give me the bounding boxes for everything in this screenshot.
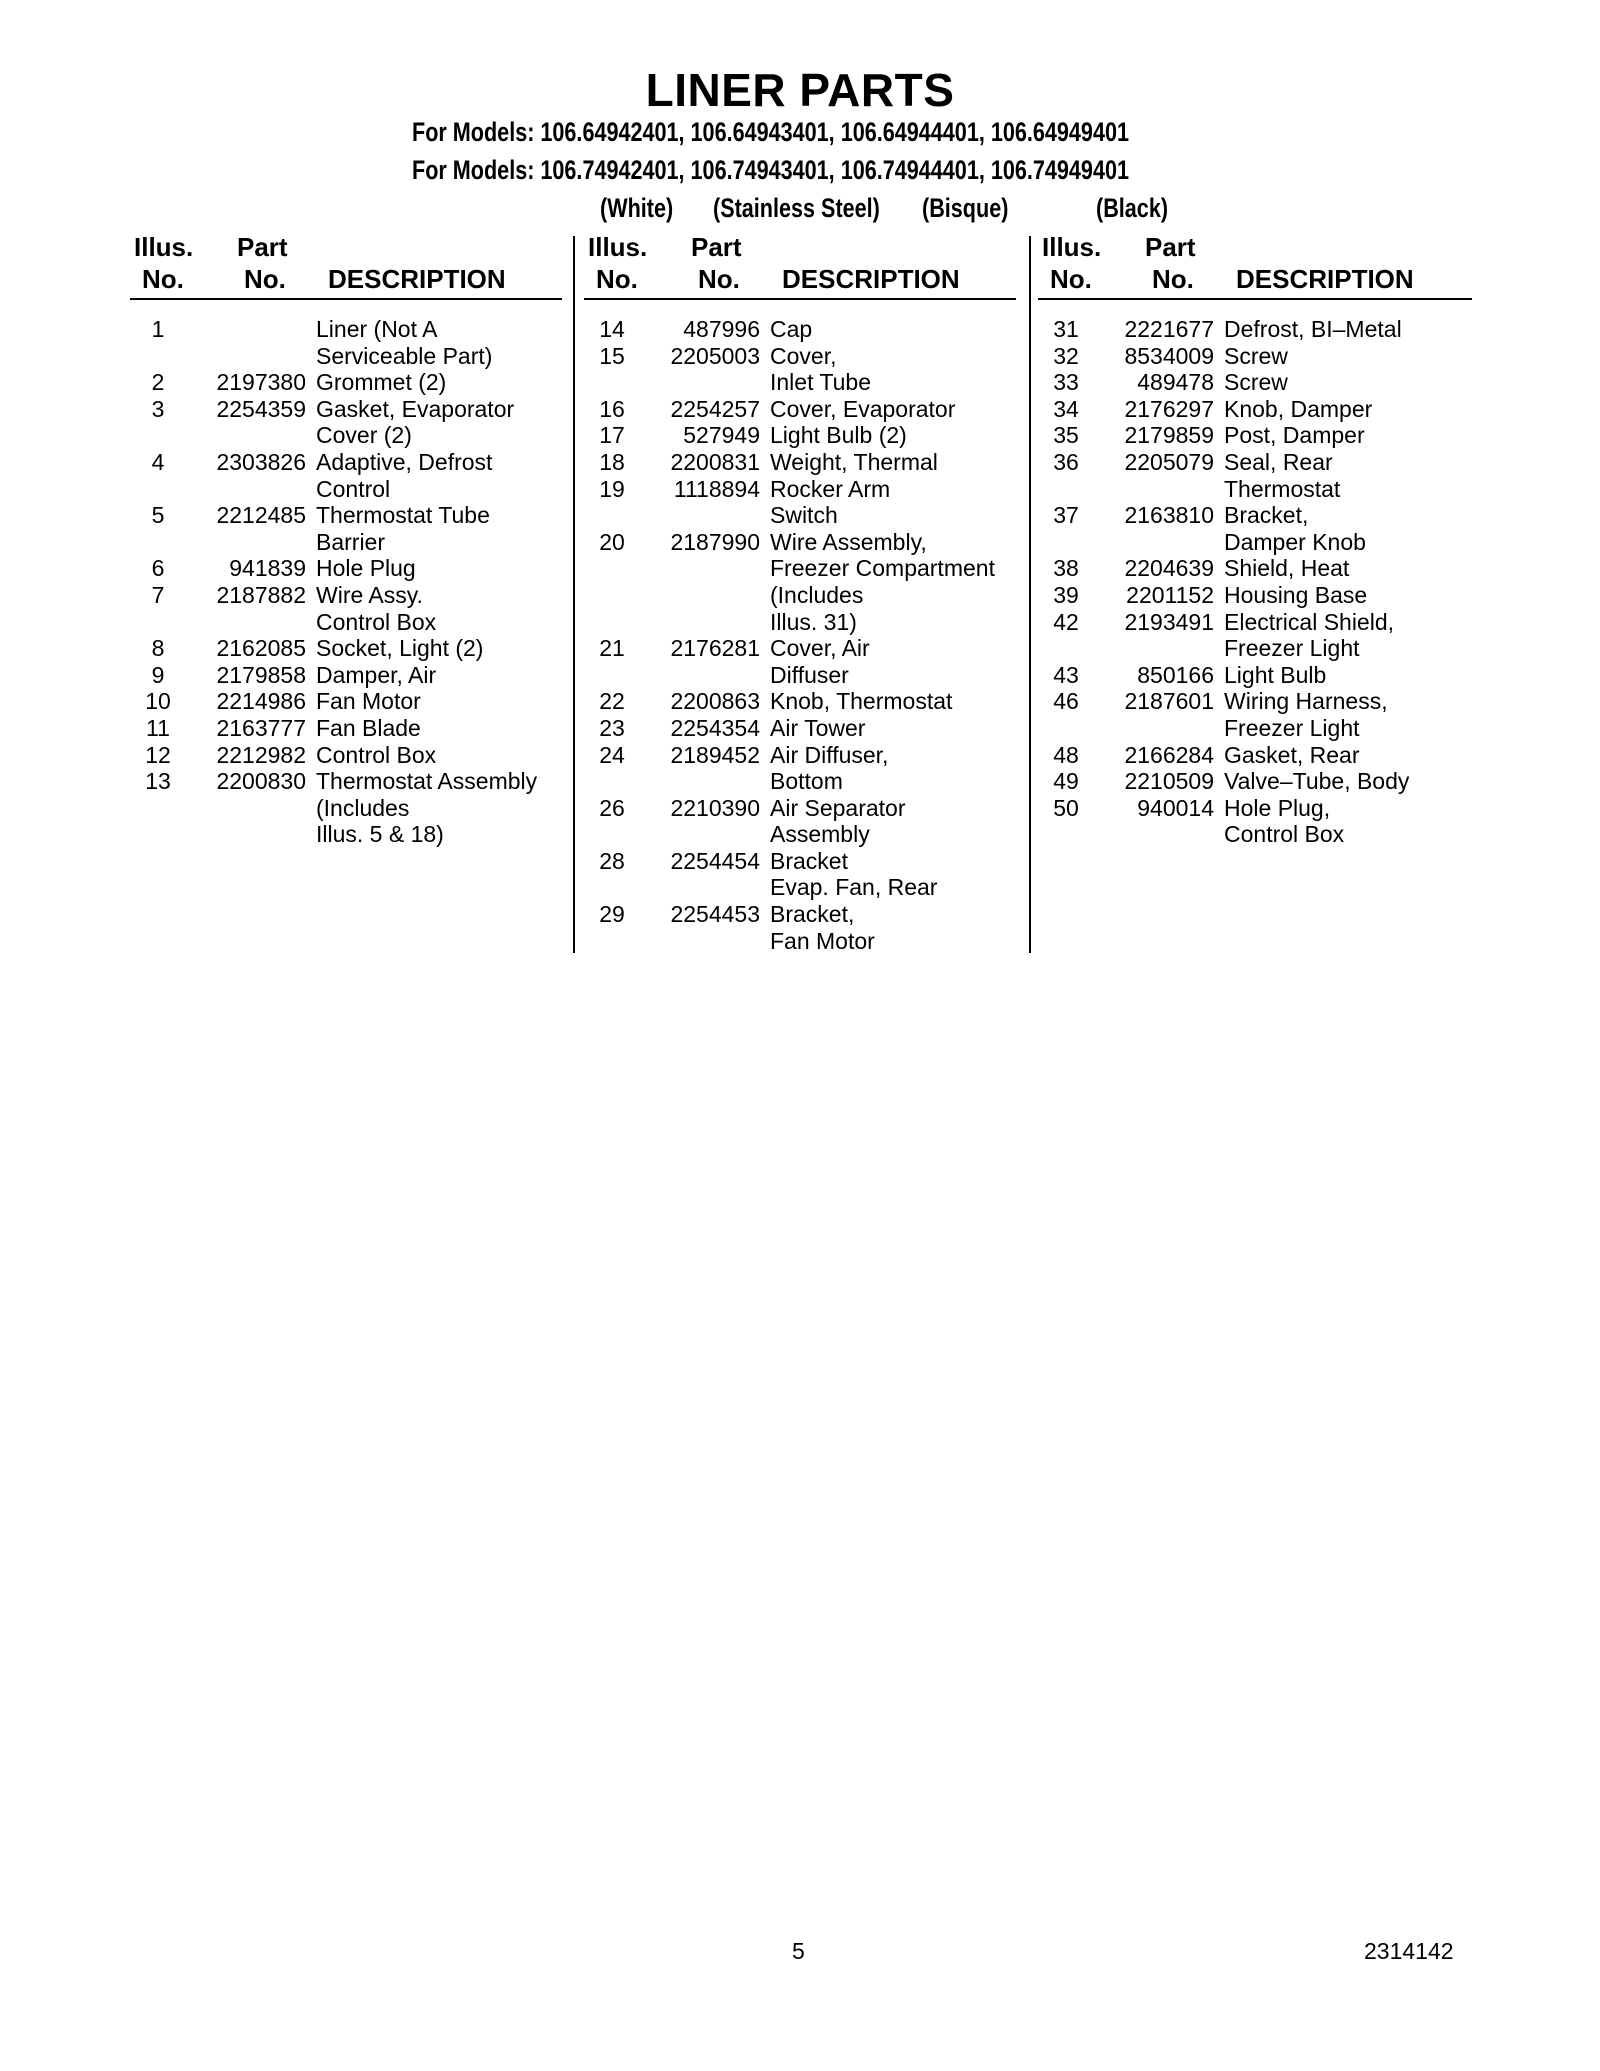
header-illus-no: No. bbox=[1050, 264, 1092, 294]
part-description bbox=[316, 582, 537, 635]
description-line: Knob, Damper bbox=[1224, 395, 1373, 422]
part-number: 487996 bbox=[683, 316, 760, 342]
header-part: Part bbox=[691, 232, 742, 262]
table-row bbox=[130, 635, 484, 662]
illus-number: 16 bbox=[599, 395, 625, 422]
header-part-no: No. bbox=[698, 264, 740, 294]
parts-list bbox=[1038, 316, 1410, 848]
part-number: 2254354 bbox=[670, 714, 760, 741]
part-number: 2221677 bbox=[1124, 316, 1214, 342]
description-line: Wire Assy. bbox=[316, 581, 423, 608]
parts-list bbox=[130, 316, 538, 848]
table-row bbox=[1038, 395, 1373, 423]
finish-white: (White) bbox=[600, 193, 674, 223]
description-line: Barrier bbox=[316, 528, 386, 555]
part-description bbox=[770, 715, 995, 742]
part-description bbox=[770, 396, 995, 423]
part-description bbox=[770, 848, 995, 901]
illus-number: 4 bbox=[151, 448, 165, 475]
part-number: 2162085 bbox=[216, 635, 306, 662]
models-line-1: For Models: 106.64942401, 106.64943401, 106.64944401, 106.64949401 bbox=[412, 117, 1129, 147]
illus-number: 24 bbox=[599, 741, 625, 768]
part-number: 2187990 bbox=[670, 528, 760, 555]
part-description bbox=[316, 369, 537, 396]
description-line: Wiring Harness, bbox=[1224, 688, 1388, 715]
description-line: Bracket, bbox=[1224, 502, 1309, 529]
description-line: Freezer Compartment bbox=[770, 555, 995, 582]
description-line: Hole Plug bbox=[316, 555, 416, 582]
description-line: Fan Blade bbox=[316, 714, 421, 741]
description-line: Screw bbox=[1224, 369, 1288, 396]
description-line: (Includes bbox=[770, 581, 864, 608]
description-line: Hole Plug, bbox=[1224, 794, 1331, 821]
description-line: Illus. 31) bbox=[770, 608, 857, 635]
part-description bbox=[316, 502, 537, 555]
table-row bbox=[584, 528, 995, 635]
part-number: 8534009 bbox=[1124, 342, 1214, 369]
illus-number: 32 bbox=[1053, 342, 1079, 369]
finish-stainless-steel: (Stainless Steel) bbox=[713, 193, 880, 223]
description-line: Wire Assembly, bbox=[770, 528, 927, 555]
table-row bbox=[1038, 502, 1366, 555]
table-row bbox=[584, 741, 889, 795]
part-description bbox=[1224, 795, 1409, 848]
description-line: Evap. Fan, Rear bbox=[770, 874, 938, 901]
part-number: 2179859 bbox=[1124, 422, 1214, 449]
part-number: 527949 bbox=[683, 422, 760, 449]
table-row bbox=[1038, 581, 1368, 609]
part-description bbox=[1224, 555, 1409, 582]
header-part: Part bbox=[237, 232, 288, 262]
part-number: 2163777 bbox=[216, 714, 306, 741]
table-row bbox=[130, 369, 447, 396]
table-row bbox=[130, 688, 421, 715]
part-description bbox=[316, 449, 537, 502]
description-line: Thermostat Assembly bbox=[316, 768, 538, 795]
table-row bbox=[130, 555, 416, 582]
part-description bbox=[770, 343, 995, 396]
illus-number: 20 bbox=[599, 528, 625, 555]
part-description bbox=[316, 688, 537, 715]
parts-list bbox=[584, 316, 995, 954]
description-line: Cover, Evaporator bbox=[770, 395, 956, 422]
part-description bbox=[316, 396, 537, 449]
table-row bbox=[130, 448, 493, 502]
table-row bbox=[1038, 768, 1410, 795]
description-line: Cap bbox=[770, 316, 813, 342]
description-line: Gasket, Evaporator bbox=[316, 395, 515, 422]
table-row bbox=[584, 475, 891, 529]
page-title: LINER PARTS bbox=[645, 64, 955, 116]
description-line: Control Box bbox=[1224, 821, 1345, 848]
part-description bbox=[316, 635, 537, 662]
description-line: Illus. 5 & 18) bbox=[316, 821, 444, 848]
table-row bbox=[1038, 422, 1365, 449]
table-row bbox=[584, 714, 866, 742]
table-row bbox=[1038, 688, 1388, 741]
finish-bisque: (Bisque) bbox=[922, 193, 1009, 223]
description-line: Serviceable Part) bbox=[316, 342, 493, 369]
part-description bbox=[316, 742, 537, 769]
table-row bbox=[130, 502, 490, 555]
description-line: Light Bulb bbox=[1224, 661, 1327, 688]
header-description: DESCRIPTION bbox=[782, 264, 960, 294]
part-description bbox=[770, 688, 995, 715]
description-line: Weight, Thermal bbox=[770, 448, 938, 475]
table-row bbox=[130, 741, 437, 769]
illus-number: 7 bbox=[151, 581, 165, 608]
illus-number: 22 bbox=[599, 688, 625, 715]
models-line-2: For Models: 106.74942401, 106.74943401, 106.74944401, 106.74949401 bbox=[412, 155, 1129, 185]
part-number: 2254454 bbox=[670, 847, 760, 874]
illus-number: 2 bbox=[151, 369, 165, 396]
description-line: Damper, Air bbox=[316, 661, 437, 688]
description-line: Control Box bbox=[316, 608, 437, 635]
header-rule bbox=[584, 298, 1016, 300]
part-description bbox=[1224, 316, 1409, 343]
table-row bbox=[584, 847, 938, 901]
illus-number: 10 bbox=[145, 688, 171, 715]
header-illus-no: No. bbox=[142, 264, 184, 294]
illus-number: 39 bbox=[1053, 581, 1079, 608]
illus-number: 11 bbox=[146, 714, 170, 741]
description-line: Knob, Thermostat bbox=[770, 688, 953, 715]
header-illus-no: No. bbox=[596, 264, 638, 294]
description-line: Diffuser bbox=[770, 661, 849, 688]
part-number: 2212982 bbox=[216, 741, 306, 768]
description-line: Freezer Light bbox=[1224, 635, 1360, 662]
description-line: Light Bulb (2) bbox=[770, 422, 907, 449]
illus-number: 5 bbox=[151, 502, 165, 529]
part-description bbox=[1224, 609, 1409, 662]
part-number: 2210509 bbox=[1124, 768, 1214, 795]
part-description bbox=[316, 662, 537, 689]
illus-number: 49 bbox=[1053, 768, 1079, 795]
header-rule bbox=[1038, 298, 1472, 300]
part-number: 2205079 bbox=[1124, 448, 1214, 475]
illus-number: 48 bbox=[1053, 741, 1079, 768]
illus-number: 26 bbox=[599, 794, 625, 821]
part-description bbox=[1224, 422, 1409, 449]
illus-number: 14 bbox=[599, 316, 625, 342]
header-rule bbox=[130, 298, 562, 300]
table-row bbox=[1038, 794, 1345, 848]
description-line: Fan Motor bbox=[316, 688, 421, 715]
table-row bbox=[584, 448, 938, 476]
description-line: Seal, Rear bbox=[1224, 448, 1333, 475]
description-line: Electrical Shield, bbox=[1224, 608, 1395, 635]
part-number: 2189452 bbox=[670, 741, 760, 768]
description-line: Gasket, Rear bbox=[1224, 741, 1360, 768]
part-number: 2176297 bbox=[1124, 395, 1214, 422]
description-line: Screw bbox=[1224, 342, 1288, 369]
table-row bbox=[584, 395, 956, 423]
description-line: Bottom bbox=[770, 768, 843, 795]
description-line: Thermostat Tube bbox=[316, 502, 490, 529]
part-number: 2179858 bbox=[216, 661, 306, 688]
part-description bbox=[770, 742, 995, 795]
description-line: Thermostat bbox=[1224, 475, 1341, 502]
part-number: 2193491 bbox=[1124, 608, 1214, 635]
illus-number: 36 bbox=[1053, 448, 1079, 475]
description-line: Defrost, BI–Metal bbox=[1224, 316, 1402, 342]
table-row bbox=[130, 581, 437, 635]
part-number: 2200830 bbox=[216, 768, 306, 795]
part-description bbox=[1224, 742, 1409, 769]
header-illus: Illus. bbox=[588, 232, 648, 262]
part-number: 2205003 bbox=[670, 342, 760, 369]
table-row bbox=[584, 422, 907, 449]
table-row bbox=[1038, 316, 1402, 343]
description-line: Shield, Heat bbox=[1224, 555, 1350, 582]
header-part-no: No. bbox=[1152, 264, 1194, 294]
illus-number: 12 bbox=[145, 741, 171, 768]
illus-number: 8 bbox=[151, 635, 165, 662]
part-description bbox=[1224, 662, 1409, 689]
part-number: 2210390 bbox=[670, 794, 760, 821]
part-description bbox=[770, 476, 995, 529]
table-row bbox=[130, 395, 515, 449]
column-divider bbox=[1029, 236, 1031, 953]
description-line: Fan Motor bbox=[770, 927, 875, 954]
table-row bbox=[1038, 448, 1341, 502]
part-description bbox=[316, 768, 537, 848]
part-number: 2200831 bbox=[670, 448, 760, 475]
part-description bbox=[1224, 396, 1409, 423]
part-description bbox=[770, 529, 995, 635]
description-line: Freezer Light bbox=[1224, 714, 1360, 741]
part-number: 1118894 bbox=[673, 475, 760, 502]
table-row bbox=[584, 688, 953, 715]
description-line: Air Tower bbox=[770, 714, 866, 741]
part-number: 2212485 bbox=[216, 502, 306, 529]
illus-number: 28 bbox=[599, 847, 625, 874]
part-number: 941839 bbox=[229, 555, 306, 582]
header-part: Part bbox=[1145, 232, 1196, 262]
part-number: 2254453 bbox=[670, 901, 760, 928]
description-line: Rocker Arm bbox=[770, 475, 891, 502]
part-number: 489478 bbox=[1137, 369, 1214, 396]
illus-number: 1 bbox=[151, 316, 165, 342]
illus-number: 17 bbox=[599, 422, 625, 449]
part-description bbox=[316, 555, 537, 582]
part-description bbox=[770, 901, 995, 954]
part-description bbox=[1224, 449, 1409, 502]
part-description bbox=[1224, 768, 1409, 795]
table-row bbox=[584, 635, 870, 688]
description-line: Switch bbox=[770, 502, 838, 529]
illus-number: 50 bbox=[1053, 794, 1079, 821]
part-number: 2163810 bbox=[1124, 502, 1214, 529]
table-row bbox=[1038, 608, 1395, 662]
description-line: Cover (2) bbox=[316, 422, 412, 449]
table-row bbox=[1038, 369, 1288, 396]
table-row bbox=[1038, 342, 1288, 370]
part-description bbox=[770, 635, 995, 688]
description-line: Control bbox=[316, 475, 391, 502]
part-number: 2201152 bbox=[1126, 581, 1214, 608]
part-number: 2204639 bbox=[1124, 555, 1214, 582]
part-description bbox=[1224, 582, 1409, 609]
illus-number: 23 bbox=[599, 714, 625, 741]
description-line: Bracket, bbox=[770, 901, 855, 928]
part-number: 2166284 bbox=[1124, 741, 1214, 768]
part-number: 850166 bbox=[1137, 661, 1214, 688]
description-line: Air Separator bbox=[770, 794, 906, 821]
description-line: Air Diffuser, bbox=[770, 741, 889, 768]
illus-number: 35 bbox=[1053, 422, 1079, 449]
illus-number: 18 bbox=[599, 448, 625, 475]
table-row bbox=[584, 901, 875, 954]
page-number: 5 bbox=[792, 1938, 805, 1964]
table-row bbox=[1038, 741, 1360, 769]
table-row bbox=[1038, 661, 1327, 689]
description-line: Inlet Tube bbox=[770, 369, 872, 396]
illus-number: 9 bbox=[151, 661, 165, 688]
header-part-no: No. bbox=[244, 264, 286, 294]
description-line: Housing Base bbox=[1224, 581, 1368, 608]
description-line: Socket, Light (2) bbox=[316, 635, 484, 662]
part-description bbox=[770, 449, 995, 476]
table-row bbox=[584, 316, 813, 343]
table-row bbox=[584, 342, 872, 396]
description-line: Bracket bbox=[770, 847, 848, 874]
description-line: Control Box bbox=[316, 741, 437, 768]
part-number: 2187601 bbox=[1124, 688, 1214, 715]
illus-number: 19 bbox=[599, 475, 625, 502]
description-line: Damper Knob bbox=[1224, 528, 1366, 555]
illus-number: 46 bbox=[1053, 688, 1079, 715]
illus-number: 34 bbox=[1053, 395, 1079, 422]
part-description bbox=[1224, 502, 1409, 555]
description-line: Liner (Not A bbox=[316, 316, 438, 342]
part-number: 2176281 bbox=[670, 635, 760, 662]
part-description bbox=[770, 795, 995, 848]
illus-number: 15 bbox=[599, 342, 625, 369]
part-number: 2200863 bbox=[670, 688, 760, 715]
header-illus: Illus. bbox=[1042, 232, 1102, 262]
finish-black: (Black) bbox=[1096, 193, 1169, 223]
table-row bbox=[130, 661, 437, 689]
table-row bbox=[130, 316, 493, 369]
description-line: Valve–Tube, Body bbox=[1224, 768, 1410, 795]
header-description: DESCRIPTION bbox=[328, 264, 506, 294]
table-row bbox=[130, 768, 538, 848]
illus-number: 33 bbox=[1053, 369, 1079, 396]
column-divider bbox=[573, 236, 575, 953]
part-description bbox=[770, 316, 995, 343]
part-number: 2187882 bbox=[216, 581, 306, 608]
part-description bbox=[1224, 688, 1409, 741]
part-number: 2197380 bbox=[216, 369, 306, 396]
description-line: Cover, bbox=[770, 342, 837, 369]
description-line: Cover, Air bbox=[770, 635, 870, 662]
table-row bbox=[130, 714, 421, 742]
illus-number: 42 bbox=[1053, 608, 1079, 635]
illus-number: 31 bbox=[1053, 316, 1079, 342]
illus-number: 37 bbox=[1053, 502, 1079, 529]
part-number: 940014 bbox=[1137, 794, 1214, 821]
illus-number: 21 bbox=[599, 635, 625, 662]
illus-number: 43 bbox=[1053, 661, 1079, 688]
illus-number: 29 bbox=[599, 901, 625, 928]
illus-number: 38 bbox=[1053, 555, 1079, 582]
part-number: 2254257 bbox=[670, 395, 760, 422]
description-line: Assembly bbox=[770, 821, 870, 848]
document-number: 2314142 bbox=[1364, 1938, 1454, 1964]
table-row bbox=[1038, 555, 1350, 582]
illus-number: 13 bbox=[145, 768, 171, 795]
part-number: 2214986 bbox=[216, 688, 306, 715]
table-row bbox=[584, 794, 906, 848]
description-line: Post, Damper bbox=[1224, 422, 1365, 449]
part-number: 2303826 bbox=[216, 448, 306, 475]
header-description: DESCRIPTION bbox=[1236, 264, 1414, 294]
description-line: (Includes bbox=[316, 794, 410, 821]
illus-number: 6 bbox=[151, 555, 165, 582]
part-description bbox=[316, 715, 537, 742]
part-description bbox=[1224, 369, 1409, 396]
illus-number: 3 bbox=[151, 395, 165, 422]
part-description bbox=[316, 316, 537, 369]
header-illus: Illus. bbox=[134, 232, 194, 262]
description-line: Grommet (2) bbox=[316, 369, 447, 396]
part-description bbox=[1224, 343, 1409, 370]
part-number: 2254359 bbox=[216, 395, 306, 422]
part-description bbox=[770, 422, 995, 449]
description-line: Adaptive, Defrost bbox=[316, 448, 493, 475]
